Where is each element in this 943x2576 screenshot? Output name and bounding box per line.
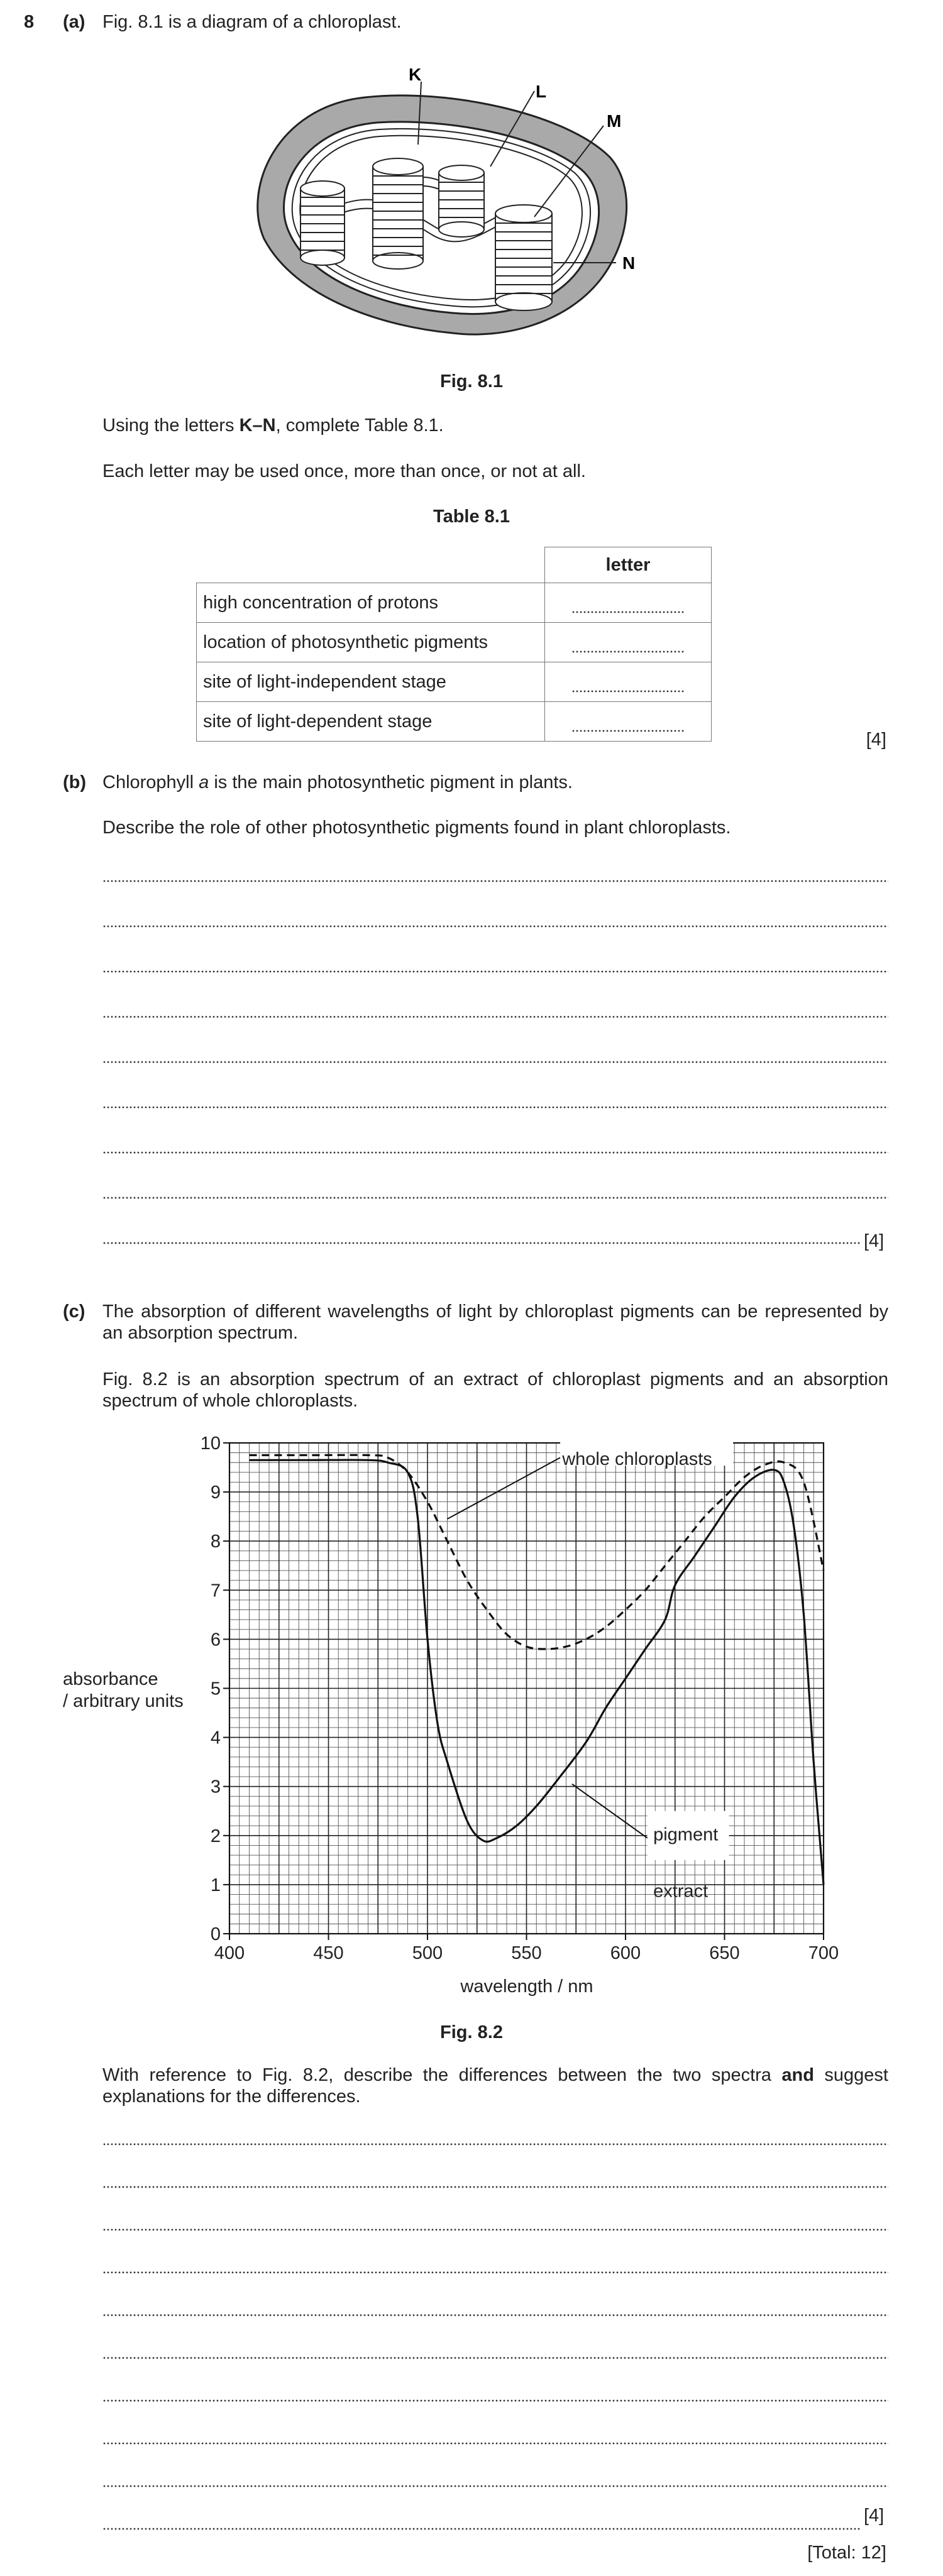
part-c-question: With reference to Fig. 8.2, describe the differences between the two spectra and suggest explanations for the differences. bbox=[102, 2065, 888, 2107]
row-label: location of photosynthetic pigments bbox=[197, 623, 545, 662]
annotation-pigment-extract-line2: extract bbox=[653, 1881, 709, 1902]
y-tick-label: 2 bbox=[210, 1826, 221, 1846]
answer-cell[interactable] bbox=[545, 583, 712, 623]
fig-8-1-caption: Fig. 8.1 bbox=[440, 371, 503, 392]
x-tick-label: 500 bbox=[412, 1943, 443, 1963]
part-c-marks: [4] bbox=[864, 2506, 885, 2526]
y-tick-label: 4 bbox=[210, 1728, 221, 1748]
row-label: site of light-dependent stage bbox=[197, 702, 545, 742]
part-a-note: Each letter may be used once, more than once, or not at all. bbox=[102, 461, 586, 481]
label-m: M bbox=[607, 111, 622, 131]
y-tick-label: 5 bbox=[210, 1679, 221, 1699]
y-tick-label: 8 bbox=[210, 1532, 221, 1552]
question-number: 8 bbox=[24, 12, 35, 32]
table-8-1-title: Table 8.1 bbox=[433, 507, 510, 527]
answer-line[interactable] bbox=[102, 1197, 888, 1199]
x-tick-label: 450 bbox=[313, 1943, 344, 1963]
answer-line[interactable] bbox=[102, 2271, 888, 2274]
row-label: high concentration of protons bbox=[197, 583, 545, 623]
absorption-spectrum-chart bbox=[0, 1420, 943, 2005]
answer-line[interactable] bbox=[102, 880, 888, 882]
answer-line[interactable] bbox=[102, 2314, 888, 2316]
label-k: K bbox=[409, 65, 422, 84]
y-axis-label-line2: / arbitrary units bbox=[63, 1691, 184, 1711]
annotation-leader bbox=[572, 1784, 648, 1838]
table-header-letter: letter bbox=[545, 547, 712, 583]
answer-line[interactable] bbox=[102, 1242, 860, 1244]
annotation-whole-chloroplasts: whole chloroplasts bbox=[562, 1449, 712, 1470]
x-axis-label: wavelength / nm bbox=[460, 1976, 593, 1997]
answer-cell[interactable] bbox=[545, 662, 712, 702]
chloroplast-diagram bbox=[239, 63, 666, 358]
part-c-para2: Fig. 8.2 is an absorption spectrum of an extract of chloroplast pigments and an absorption spectrum of whole chloroplasts. bbox=[102, 1369, 888, 1411]
part-c-para1: The absorption of different wavelengths of light by chloroplast pigments can be represented by an absorption spectrum. bbox=[102, 1302, 888, 1343]
table-row bbox=[197, 623, 712, 662]
row-label: site of light-independent stage bbox=[197, 662, 545, 702]
answer-line[interactable] bbox=[102, 2528, 860, 2530]
part-a-intro: Fig. 8.1 is a diagram of a chloroplast. bbox=[102, 12, 402, 32]
answer-line[interactable] bbox=[102, 1016, 888, 1018]
part-b-marks: [4] bbox=[864, 1231, 885, 1251]
answer-line[interactable] bbox=[102, 1106, 888, 1109]
answer-line[interactable] bbox=[102, 2186, 888, 2188]
answer-line[interactable] bbox=[102, 970, 888, 973]
answer-line[interactable] bbox=[102, 2485, 888, 2487]
table-row bbox=[197, 702, 712, 742]
y-tick-label: 1 bbox=[210, 1875, 221, 1895]
label-l: L bbox=[536, 82, 547, 101]
answer-line[interactable] bbox=[102, 2228, 888, 2231]
table-row bbox=[197, 583, 712, 623]
total-marks: [Total: 12] bbox=[807, 2543, 886, 2563]
y-axis-label-line1: absorbance bbox=[63, 1669, 158, 1689]
y-tick-label: 9 bbox=[210, 1483, 221, 1503]
part-c-label: (c) bbox=[63, 1302, 85, 1322]
annotation-leader bbox=[448, 1457, 561, 1519]
x-tick-label: 550 bbox=[511, 1943, 542, 1963]
answer-line[interactable] bbox=[102, 2143, 888, 2146]
answer-cell[interactable] bbox=[545, 623, 712, 662]
answer-line[interactable] bbox=[102, 2442, 888, 2445]
part-a-label: (a) bbox=[63, 12, 85, 32]
part-b-label: (b) bbox=[63, 772, 87, 792]
answer-line[interactable] bbox=[102, 1151, 888, 1154]
answer-cell[interactable] bbox=[545, 702, 712, 742]
x-tick-label: 650 bbox=[709, 1943, 740, 1963]
y-tick-label: 3 bbox=[210, 1777, 221, 1797]
y-tick-label: 0 bbox=[210, 1924, 221, 1944]
label-n: N bbox=[622, 253, 636, 273]
table-row bbox=[197, 662, 712, 702]
answer-line[interactable] bbox=[102, 1061, 888, 1063]
answer-line[interactable] bbox=[102, 2357, 888, 2359]
part-a-marks: [4] bbox=[866, 730, 886, 750]
fig-8-2-caption: Fig. 8.2 bbox=[440, 2022, 503, 2042]
y-tick-label: 10 bbox=[200, 1433, 221, 1454]
y-tick-label: 6 bbox=[210, 1630, 221, 1650]
answer-line[interactable] bbox=[102, 2399, 888, 2402]
x-tick-label: 400 bbox=[214, 1943, 245, 1963]
x-tick-label: 700 bbox=[808, 1943, 839, 1963]
table-8-1 bbox=[196, 547, 712, 742]
part-b-line2: Describe the role of other photosynthetic pigments found in plant chloroplasts. bbox=[102, 818, 731, 838]
answer-line[interactable] bbox=[102, 925, 888, 928]
x-tick-label: 600 bbox=[610, 1943, 641, 1963]
part-b-line1: Chlorophyll a is the main photosynthetic pigment in plants. bbox=[102, 772, 573, 792]
y-tick-label: 7 bbox=[210, 1581, 221, 1601]
annotation-pigment-extract-line1: pigment bbox=[653, 1824, 719, 1845]
part-a-instruction: Using the letters K–N, complete Table 8.1. bbox=[102, 415, 444, 436]
